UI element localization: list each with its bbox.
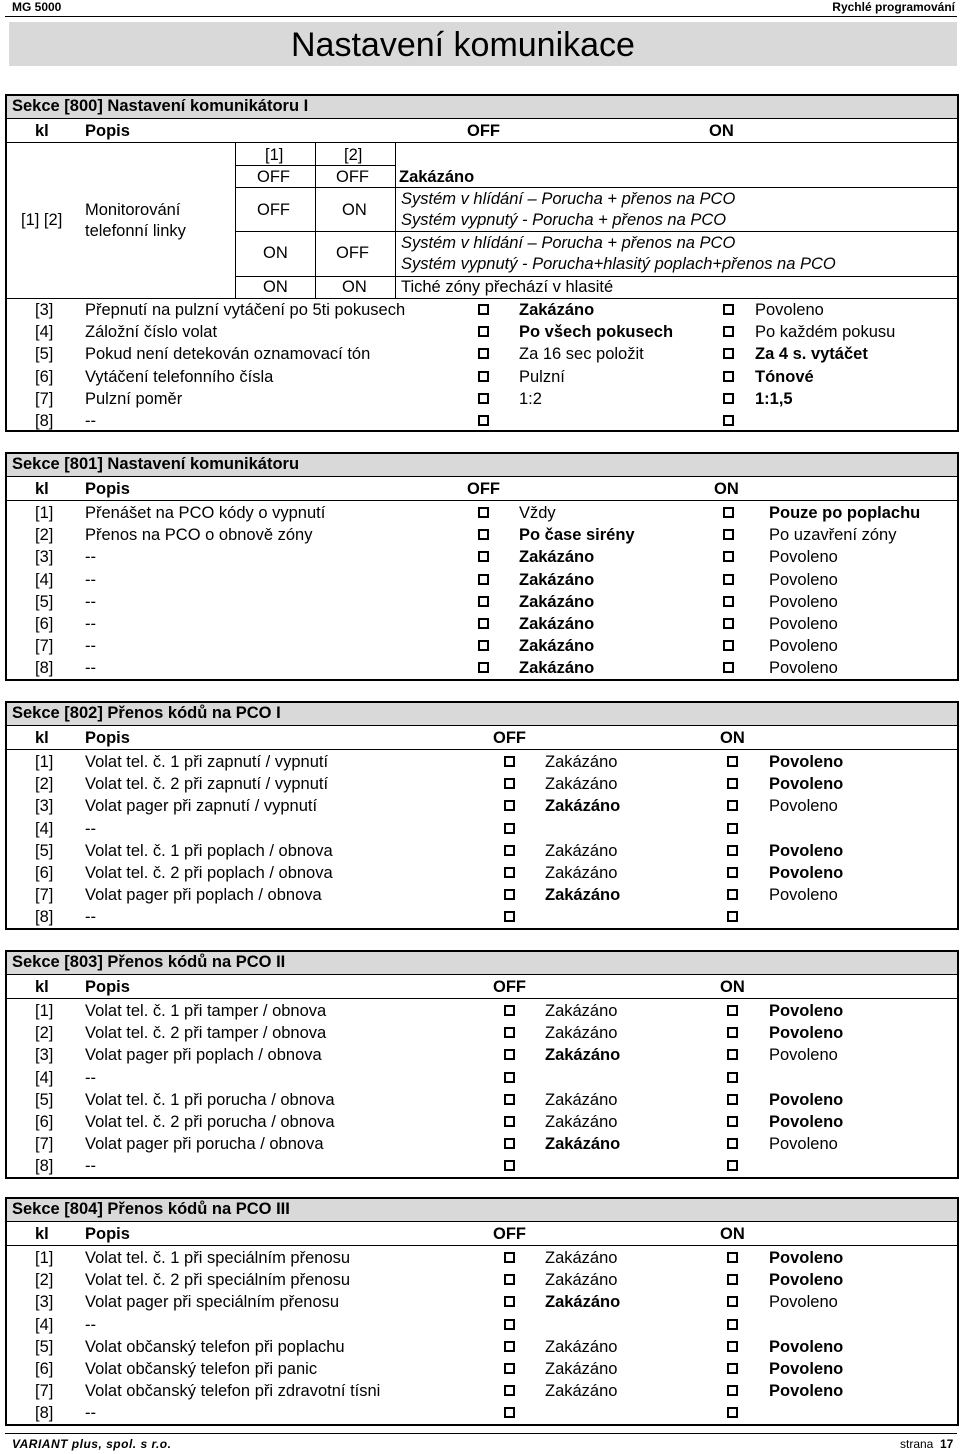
off-checkbox-icon[interactable] [478,529,489,540]
off-checkbox-icon[interactable] [478,551,489,562]
option-description: -- [85,1157,96,1176]
option-off-value: Po čase sirény [519,526,635,545]
matrix-r4-b: ON [342,278,367,296]
on-checkbox-icon[interactable] [727,1385,738,1396]
option-key: [5] [35,345,54,364]
option-description: Volat pager při poplach / obnova [85,1046,322,1065]
option-description: -- [85,548,96,567]
off-checkbox-icon[interactable] [504,1138,515,1149]
option-key: [5] [35,1090,54,1109]
on-checkbox-icon[interactable] [723,507,734,518]
option-off-value: Zakázáno [519,592,595,611]
option-description: -- [85,819,96,838]
on-checkbox-icon[interactable] [723,618,734,629]
option-key: [3] [35,301,54,319]
on-checkbox-icon[interactable] [727,1296,738,1307]
option-description: -- [85,637,96,656]
option-key: [7] [35,886,54,905]
matrix-r3-b: OFF [336,244,369,262]
option-on-value: Povoleno [769,1113,844,1131]
off-checkbox-icon[interactable] [504,1160,515,1171]
option-off-value: Zakázáno [519,301,595,319]
option-key: [5] [35,841,54,860]
option-on-value: Povoleno [755,301,824,319]
option-key: [7] [35,389,54,408]
option-off-value: Zakázáno [545,1090,618,1109]
footer-rule [5,1433,957,1434]
section-801-title: Sekce [801] Nastavení komunikátoru [12,455,300,473]
section-800 [5,94,959,432]
option-key: [7] [35,1382,54,1401]
off-checkbox-icon[interactable] [478,415,489,426]
option-on-value: Povoleno [769,864,844,882]
on-checkbox-icon[interactable] [727,1138,738,1149]
on-checkbox-icon[interactable] [727,889,738,900]
option-key: [4] [35,570,54,589]
off-checkbox-icon[interactable] [504,1049,515,1060]
option-off-value: 1:2 [519,389,542,408]
option-key: [6] [35,367,54,386]
footer-page-number: 17 [940,1437,954,1451]
col-off: OFF [493,729,526,747]
option-description: Volat tel. č. 2 při tamper / obnova [85,1024,327,1043]
on-checkbox-icon[interactable] [723,304,734,315]
title-box [9,22,957,66]
option-on-value: Povoleno [769,570,838,589]
col-kl: kl [35,978,49,996]
off-checkbox-icon[interactable] [504,889,515,900]
option-description: -- [85,615,96,633]
option-off-value: Zakázáno [545,841,618,860]
off-checkbox-icon[interactable] [504,1341,515,1352]
on-checkbox-icon[interactable] [727,1027,738,1038]
off-checkbox-icon[interactable] [478,371,489,382]
option-off-value: Zakázáno [545,1024,618,1043]
option-description: -- [85,908,96,927]
col-on: ON [720,978,745,996]
off-checkbox-icon[interactable] [504,1116,515,1127]
option-key: [8] [35,908,54,927]
off-checkbox-icon[interactable] [478,304,489,315]
off-checkbox-icon[interactable] [478,393,489,404]
section-802 [5,701,959,930]
option-description: Volat pager při porucha / obnova [85,1135,324,1154]
option-on-value: Povoleno [769,1382,844,1401]
option-description: Volat občanský telefon při poplachu [85,1337,345,1356]
col-off: OFF [467,480,500,498]
matrix-r3-desc1: Systém v hlídání – Porucha + přenos na PCO [401,234,736,252]
option-description: Přepnutí na pulzní vytáčení po 5ti pokusech [85,301,406,319]
option-off-value: Zakázáno [545,886,621,905]
off-checkbox-icon[interactable] [478,662,489,673]
on-checkbox-icon[interactable] [723,415,734,426]
col-popis: Popis [85,729,130,747]
option-on-value: Povoleno [769,1090,844,1109]
option-key: [7] [35,1135,54,1154]
option-description: Volat tel. č. 2 při zapnutí / vypnutí [85,775,329,794]
option-on-value: Povoleno [769,615,838,633]
off-checkbox-icon[interactable] [504,756,515,767]
option-on-value: Povoleno [769,637,838,656]
on-checkbox-icon[interactable] [727,1363,738,1374]
section-801-header [7,454,957,477]
off-checkbox-icon[interactable] [504,1296,515,1307]
section-804-title: Sekce [804] Přenos kódů na PCO III [12,1200,290,1218]
section-804 [5,1197,959,1426]
off-checkbox-icon[interactable] [504,911,515,922]
option-description: Pulzní poměr [85,389,183,408]
off-checkbox-icon[interactable] [478,596,489,607]
option-off-value: Zakázáno [519,637,595,656]
matrix-label-1: Monitorování [85,201,181,219]
option-description: -- [85,1315,96,1334]
option-on-value: Povoleno [769,548,838,567]
on-checkbox-icon[interactable] [723,326,734,337]
matrix-r2-desc1: Systém v hlídání – Porucha + přenos na PCO [401,190,736,208]
on-checkbox-icon[interactable] [723,574,734,585]
option-key: [3] [35,797,54,816]
on-checkbox-icon[interactable] [723,640,734,651]
option-on-value: Povoleno [769,775,844,794]
option-off-value: Zakázáno [545,1135,621,1154]
on-checkbox-icon[interactable] [727,800,738,811]
option-description: Volat pager při speciálním přenosu [85,1293,340,1312]
off-checkbox-icon[interactable] [504,1005,515,1016]
matrix-r1-b: OFF [336,168,369,186]
off-checkbox-icon[interactable] [504,1319,515,1330]
option-off-value: Za 16 sec položit [519,345,644,364]
on-checkbox-icon[interactable] [727,845,738,856]
option-description: Přenos na PCO o obnově zóny [85,526,313,545]
option-description: Volat občanský telefon při panic [85,1360,318,1378]
matrix-col-2: [2] [344,146,363,164]
section-803 [5,950,959,1179]
matrix-r3-desc2: Systém vypnutý - Porucha+hlasitý poplach+přenos na PCO [401,255,836,273]
off-checkbox-icon[interactable] [504,1385,515,1396]
on-checkbox-icon[interactable] [727,778,738,789]
off-checkbox-icon[interactable] [478,507,489,518]
matrix-col-1: [1] [265,146,284,164]
on-checkbox-icon[interactable] [723,371,734,382]
section-802-title: Sekce [802] Přenos kódů na PCO I [12,704,281,722]
option-off-value: Zakázáno [545,1002,618,1020]
option-description: Přenášet na PCO kódy o vypnutí [85,504,326,522]
option-key: [5] [35,592,54,611]
option-off-value: Pulzní [519,367,565,386]
on-checkbox-icon[interactable] [727,823,738,834]
option-key: [2] [35,1024,54,1043]
section-800-title: Sekce [800] Nastavení komunikátoru I [12,97,309,115]
off-checkbox-icon[interactable] [478,640,489,651]
option-description: Volat tel. č. 1 při porucha / obnova [85,1090,335,1109]
off-checkbox-icon[interactable] [478,574,489,585]
off-checkbox-icon[interactable] [504,1094,515,1105]
option-key: [5] [35,1337,54,1356]
option-on-value: Povoleno [769,1271,844,1290]
header-chapter: Rychlé programování [832,0,955,14]
off-checkbox-icon[interactable] [504,1274,515,1285]
on-checkbox-icon[interactable] [723,393,734,404]
section-803-title: Sekce [803] Přenos kódů na PCO II [12,953,286,971]
on-checkbox-icon[interactable] [727,1252,738,1263]
section-801 [5,452,959,681]
off-checkbox-icon[interactable] [504,845,515,856]
option-on-value: Povoleno [769,797,838,816]
option-on-value: Tónové [755,367,814,386]
on-checkbox-icon[interactable] [723,596,734,607]
option-key: [1] [35,1249,54,1267]
option-off-value: Zakázáno [545,1337,618,1356]
matrix-r3-a: ON [263,244,288,262]
on-checkbox-icon[interactable] [727,1160,738,1171]
col-kl: kl [35,729,49,747]
option-off-value: Zakázáno [545,753,618,771]
off-checkbox-icon[interactable] [478,326,489,337]
option-key: [1] [35,504,54,522]
col-popis: Popis [85,480,130,498]
option-on-value: Povoleno [769,1337,844,1356]
col-off: OFF [467,122,500,140]
option-on-value: Povoleno [769,753,844,771]
off-checkbox-icon[interactable] [504,1252,515,1263]
off-checkbox-icon[interactable] [478,618,489,629]
option-description: Volat tel. č. 2 při porucha / obnova [85,1113,335,1131]
option-on-value: Povoleno [769,1135,838,1154]
option-key: [8] [35,412,54,430]
option-description: -- [85,1404,96,1423]
option-key: [4] [35,323,54,342]
option-description: -- [85,412,96,430]
option-description: Volat tel. č. 1 při speciálním přenosu [85,1249,351,1267]
option-on-value: Povoleno [769,886,838,905]
option-off-value: Zakázáno [545,1382,618,1401]
footer-page-label: strana [900,1437,934,1451]
option-key: [6] [35,864,54,882]
header-rule [5,16,957,17]
option-key: [3] [35,1293,54,1312]
header-row-rule [7,142,957,143]
option-off-value: Po všech pokusech [519,323,674,342]
section-800-header [7,96,957,119]
matrix-r2-b: ON [342,201,367,219]
on-checkbox-icon[interactable] [727,1005,738,1016]
matrix-r4-desc: Tiché zóny přechází v hlasité [401,278,614,296]
col-off: OFF [493,978,526,996]
option-key: [7] [35,637,54,656]
on-checkbox-icon[interactable] [723,348,734,359]
col-on: ON [714,480,739,498]
option-key: [4] [35,819,54,838]
section-804-header [7,1199,957,1222]
on-checkbox-icon[interactable] [723,551,734,562]
option-on-value: Povoleno [769,1046,838,1065]
col-kl: kl [35,122,49,140]
off-checkbox-icon[interactable] [504,1407,515,1418]
on-checkbox-icon[interactable] [727,1274,738,1285]
option-off-value: Zakázáno [545,1046,621,1065]
option-off-value: Zakázáno [519,570,595,589]
option-on-value: Povoleno [769,1293,838,1312]
matrix-label-2: telefonní linky [85,222,186,240]
on-checkbox-icon[interactable] [727,1319,738,1330]
option-off-value: Zakázáno [545,1293,621,1312]
option-key: [1] [35,1002,54,1020]
on-checkbox-icon[interactable] [727,867,738,878]
option-off-value: Zakázáno [545,775,618,794]
option-off-value: Zakázáno [545,1113,618,1131]
option-off-value: Zakázáno [519,548,595,567]
col-popis: Popis [85,978,130,996]
option-key: [8] [35,659,54,678]
option-key: [8] [35,1157,54,1176]
option-description: -- [85,659,96,678]
col-on: ON [709,122,734,140]
footer-company: VARIANT plus, spol. s r.o. [12,1437,172,1451]
on-checkbox-icon[interactable] [727,1094,738,1105]
option-description: -- [85,592,96,611]
on-checkbox-icon[interactable] [727,1072,738,1083]
on-checkbox-icon[interactable] [723,662,734,673]
option-key: [3] [35,1046,54,1065]
on-checkbox-icon[interactable] [727,1341,738,1352]
option-on-value: Po uzavření zóny [769,526,897,545]
option-description: Volat pager při zapnutí / vypnutí [85,797,318,816]
on-checkbox-icon[interactable] [727,1407,738,1418]
on-checkbox-icon[interactable] [727,1049,738,1060]
col-on: ON [720,729,745,747]
option-key: [4] [35,1315,54,1334]
option-description: Záložní číslo volat [85,323,218,342]
page-header [0,0,960,16]
option-description: -- [85,1068,96,1087]
option-description: Volat tel. č. 1 při poplach / obnova [85,841,333,860]
option-key: [8] [35,1404,54,1423]
option-on-value: Pouze po poplachu [769,504,921,522]
option-description: Volat pager při poplach / obnova [85,886,322,905]
option-off-value: Zakázáno [519,615,595,633]
col-on: ON [720,1225,745,1243]
option-key: [4] [35,1068,54,1087]
option-off-value: Vždy [519,504,556,522]
on-checkbox-icon[interactable] [727,1116,738,1127]
option-description: Volat občanský telefon při zdravotní tísni [85,1382,381,1401]
section-802-header [7,703,957,726]
col-kl: kl [35,480,49,498]
matrix-r2-desc2: Systém vypnutý - Porucha + přenos na PCO [401,211,727,229]
off-checkbox-icon[interactable] [504,823,515,834]
option-key: [2] [35,1271,54,1290]
option-on-value: Po každém pokusu [755,323,896,342]
option-on-value: Povoleno [769,1249,844,1267]
on-checkbox-icon[interactable] [727,911,738,922]
option-off-value: Zakázáno [545,1360,618,1378]
off-checkbox-icon[interactable] [504,867,515,878]
option-key: [3] [35,548,54,567]
header-product: MG 5000 [12,0,62,14]
page-title: Nastavení komunikace [291,26,635,64]
option-description: Volat tel. č. 1 při tamper / obnova [85,1002,327,1020]
option-on-value: Povoleno [769,659,838,678]
option-on-value: Povoleno [769,1024,844,1043]
col-off: OFF [493,1225,526,1243]
off-checkbox-icon[interactable] [504,1363,515,1374]
col-popis: Popis [85,1225,130,1243]
section-803-header [7,952,957,975]
off-checkbox-icon[interactable] [504,778,515,789]
option-key: [1] [35,753,54,771]
option-description: Volat tel. č. 1 při zapnutí / vypnutí [85,753,329,771]
matrix-r1-desc: Zakázáno [399,168,475,186]
off-checkbox-icon[interactable] [478,348,489,359]
option-on-value: Povoleno [769,841,844,860]
off-checkbox-icon[interactable] [504,800,515,811]
option-off-value: Zakázáno [545,1249,618,1267]
option-off-value: Zakázáno [545,864,618,882]
matrix-r1-a: OFF [257,168,290,186]
option-on-value: Povoleno [769,592,838,611]
option-key: [6] [35,1113,54,1131]
option-key: [6] [35,1360,54,1378]
option-off-value: Zakázáno [545,797,621,816]
off-checkbox-icon[interactable] [504,1027,515,1038]
option-off-value: Zakázáno [519,659,595,678]
option-on-value: Povoleno [769,1002,844,1020]
matrix-r4-a: ON [263,278,288,296]
matrix-key: [1] [2] [21,211,63,229]
option-off-value: Zakázáno [545,1271,618,1290]
option-on-value: Povoleno [769,1360,844,1378]
off-checkbox-icon[interactable] [504,1072,515,1083]
matrix-r2-a: OFF [257,201,290,219]
on-checkbox-icon[interactable] [723,529,734,540]
option-description: Vytáčení telefonního čísla [85,367,274,386]
option-key: [2] [35,775,54,794]
option-description: Pokud není detekován oznamovací tón [85,345,371,364]
option-on-value: Za 4 s. vytáčet [755,345,868,364]
on-checkbox-icon[interactable] [727,756,738,767]
option-on-value: 1:1,5 [755,389,793,408]
col-kl: kl [35,1225,49,1243]
option-key: [6] [35,615,54,633]
option-description: -- [85,570,96,589]
option-key: [2] [35,526,54,545]
option-description: Volat tel. č. 2 při speciálním přenosu [85,1271,351,1290]
option-description: Volat tel. č. 2 při poplach / obnova [85,864,333,882]
col-popis: Popis [85,122,130,140]
